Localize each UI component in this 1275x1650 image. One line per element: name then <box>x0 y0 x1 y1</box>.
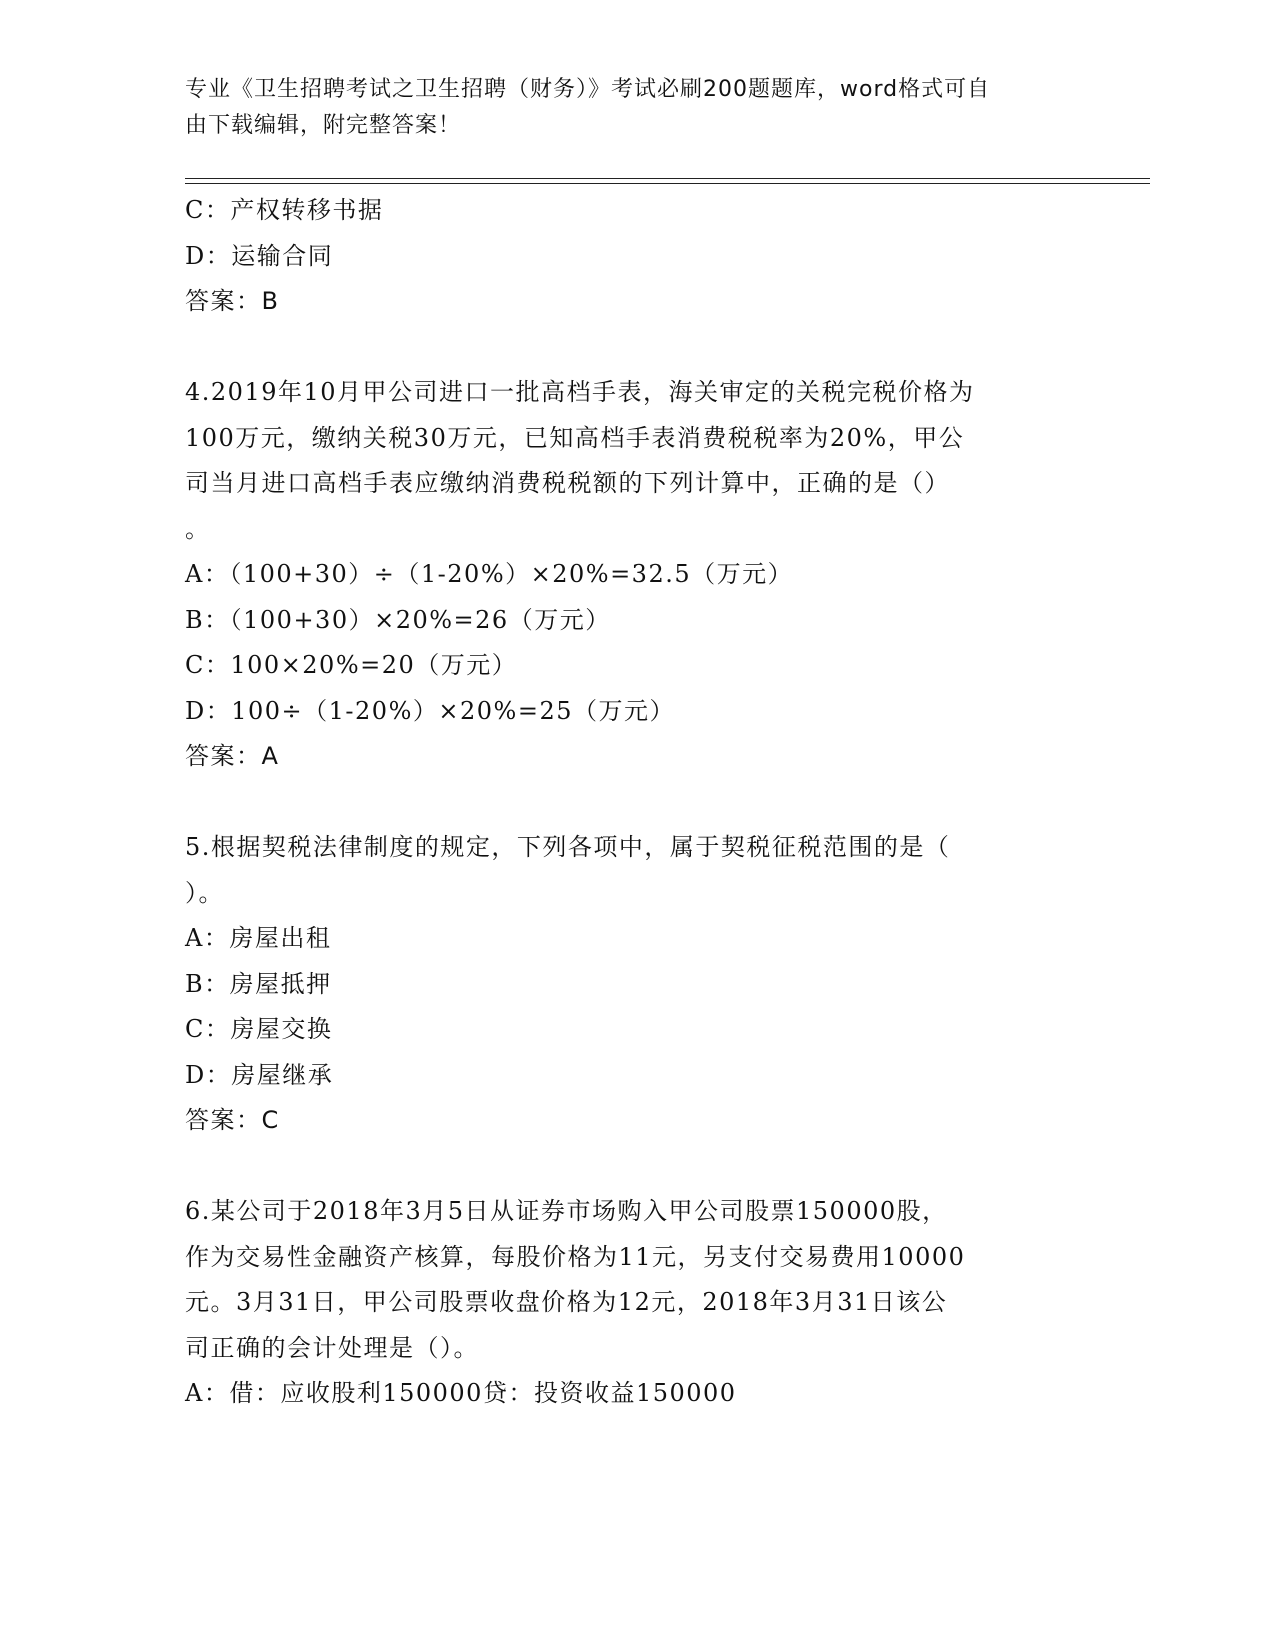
answer-line: 答案：A <box>185 742 280 770</box>
spacer <box>185 325 1085 371</box>
option-b: B：房屋抵押 <box>185 969 332 998</box>
question-6 <box>185 1189 1085 1417</box>
option-a: A：（100+30）÷（1-20%）×20%=32.5（万元） <box>185 560 794 588</box>
header-title-line-2: 由下载编辑，附完整答案！ <box>185 113 462 138</box>
question-text-line: 司当月进口高档手表应缴纳消费税税额的下列计算中，正确的是（） <box>185 469 950 497</box>
option-a: A：借：应收股利150000贷：投资收益150000 <box>185 1379 737 1407</box>
header-title-line-1: 专业《卫生招聘考试之卫生招聘（财务）》考试必刷200题题库，word格式可自 <box>185 77 991 102</box>
question-text-line: 4.2019年10月甲公司进口一批高档手表，海关审定的关税完税价格为 <box>185 378 975 406</box>
question-text-line: 元。3月31日，甲公司股票收盘价格为12元，2018年3月31日该公 <box>185 1288 948 1316</box>
question-4 <box>185 370 1085 780</box>
header-divider-top <box>185 178 1150 179</box>
question-text-line: 5.根据契税法律制度的规定，下列各项中，属于契税征税范围的是（ <box>185 833 951 861</box>
question-3-continued <box>185 188 1085 325</box>
question-content <box>185 188 1085 1417</box>
spacer <box>185 1144 1085 1190</box>
option-d: D：房屋继承 <box>185 1060 334 1089</box>
option-d: D：100÷（1-20%）×20%=25（万元） <box>185 696 675 725</box>
question-text-line: 。 <box>185 514 211 543</box>
option-d: D：运输合同 <box>185 241 334 270</box>
option-b: B：（100+30）×20%=26（万元） <box>185 605 611 634</box>
question-text-line: ）。 <box>185 878 224 907</box>
question-text-line: 作为交易性金融资产核算，每股价格为11元，另支付交易费用10000 <box>185 1242 966 1271</box>
question-text-line: 6.某公司于2018年3月5日从证券市场购入甲公司股票150000股， <box>185 1197 948 1225</box>
question-text-line: 司正确的会计处理是（）。 <box>185 1333 479 1362</box>
option-c: C：100×20%=20（万元） <box>185 651 518 679</box>
header-divider-bottom <box>185 183 1150 184</box>
answer-line: 答案：C <box>185 1106 280 1134</box>
option-c: C：房屋交换 <box>185 1015 333 1043</box>
option-a: A：房屋出租 <box>185 924 332 952</box>
answer-line: 答案：B <box>185 287 280 315</box>
document-header <box>185 72 1065 144</box>
spacer <box>185 780 1085 826</box>
option-c: C：产权转移书据 <box>185 196 384 224</box>
question-text-line: 100万元，缴纳关税30万元，已知高档手表消费税税率为20%，甲公 <box>185 423 965 452</box>
question-5 <box>185 825 1085 1144</box>
